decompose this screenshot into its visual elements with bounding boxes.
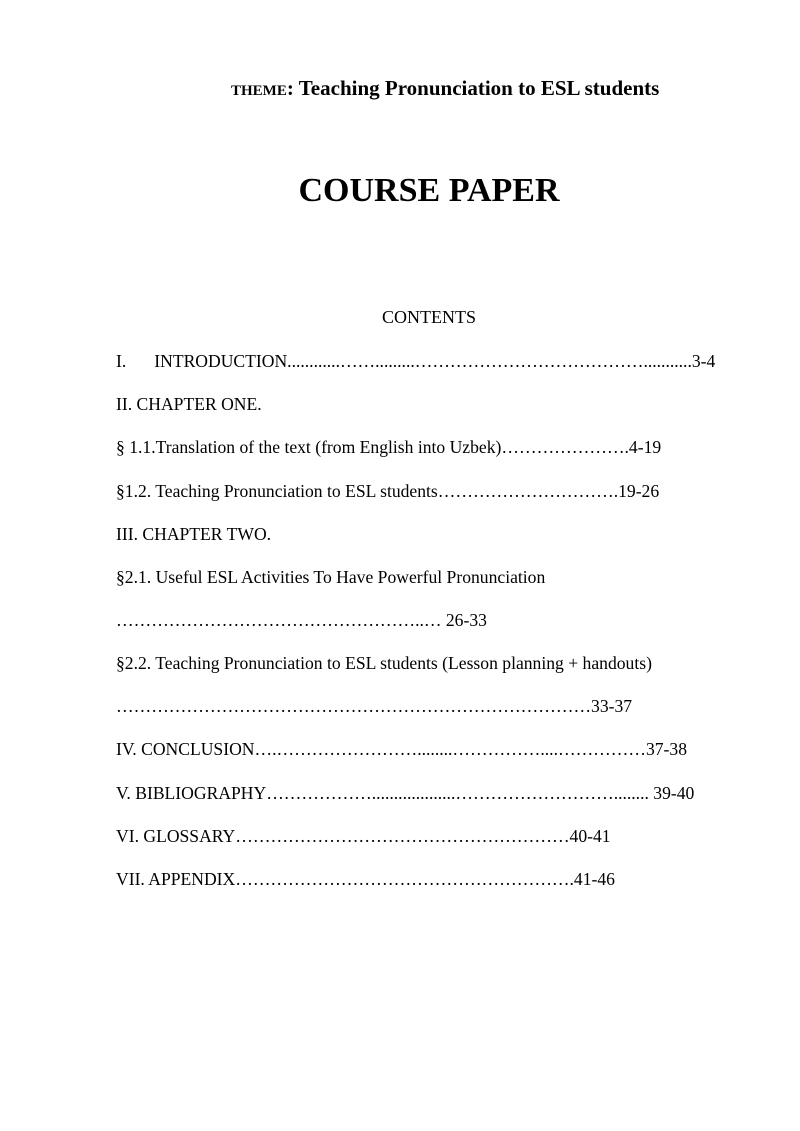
toc-line-appendix: VII. APPENDIX………………………………………………….41-46 <box>116 869 615 889</box>
toc-line-chapter-two: III. CHAPTER TWO. <box>116 524 272 544</box>
toc-line-chapter-one: II. CHAPTER ONE. <box>116 394 262 414</box>
theme-title: Teaching Pronunciation to ESL students <box>298 76 660 100</box>
toc-line-section-2-1-pages: ……………………………………………..… 26-33 <box>116 610 487 630</box>
contents-heading: CONTENTS <box>382 307 476 327</box>
toc-line-section-2-1: §2.1. Useful ESL Activities To Have Powerful Pronunciation <box>116 567 546 587</box>
toc-line-conclusion: IV. CONCLUSION….……………………........……………....……………37-38 <box>116 739 687 759</box>
toc-line-section-2-2-pages: ………………………………………………………………………33-37 <box>116 696 633 716</box>
theme-colon: : <box>286 76 299 100</box>
toc-roman-numeral: I. <box>116 351 127 371</box>
toc-line-section-1-2: §1.2. Teaching Pronunciation to ESL students………………………….19-26 <box>116 481 660 501</box>
toc-line-section-1-1: § 1.1.Translation of the text (from English into Uzbek)………………….4-19 <box>116 437 662 457</box>
toc-entry-text: INTRODUCTION............…….........…………………………………...........3-4 <box>154 351 716 371</box>
toc-line-bibliography: V. BIBLIOGRAPHY………………...................………………………........ 39-40 <box>116 783 695 803</box>
toc-line-introduction <box>116 351 715 372</box>
toc-line-glossary: VI. GLOSSARY…………………………………………………40-41 <box>116 826 611 846</box>
toc-line-section-2-2: §2.2. Teaching Pronunciation to ESL students (Lesson planning + handouts) <box>116 653 652 673</box>
course-paper-title: COURSE PAPER <box>298 172 560 209</box>
theme-line <box>231 76 659 101</box>
theme-label: THEME <box>231 83 287 99</box>
